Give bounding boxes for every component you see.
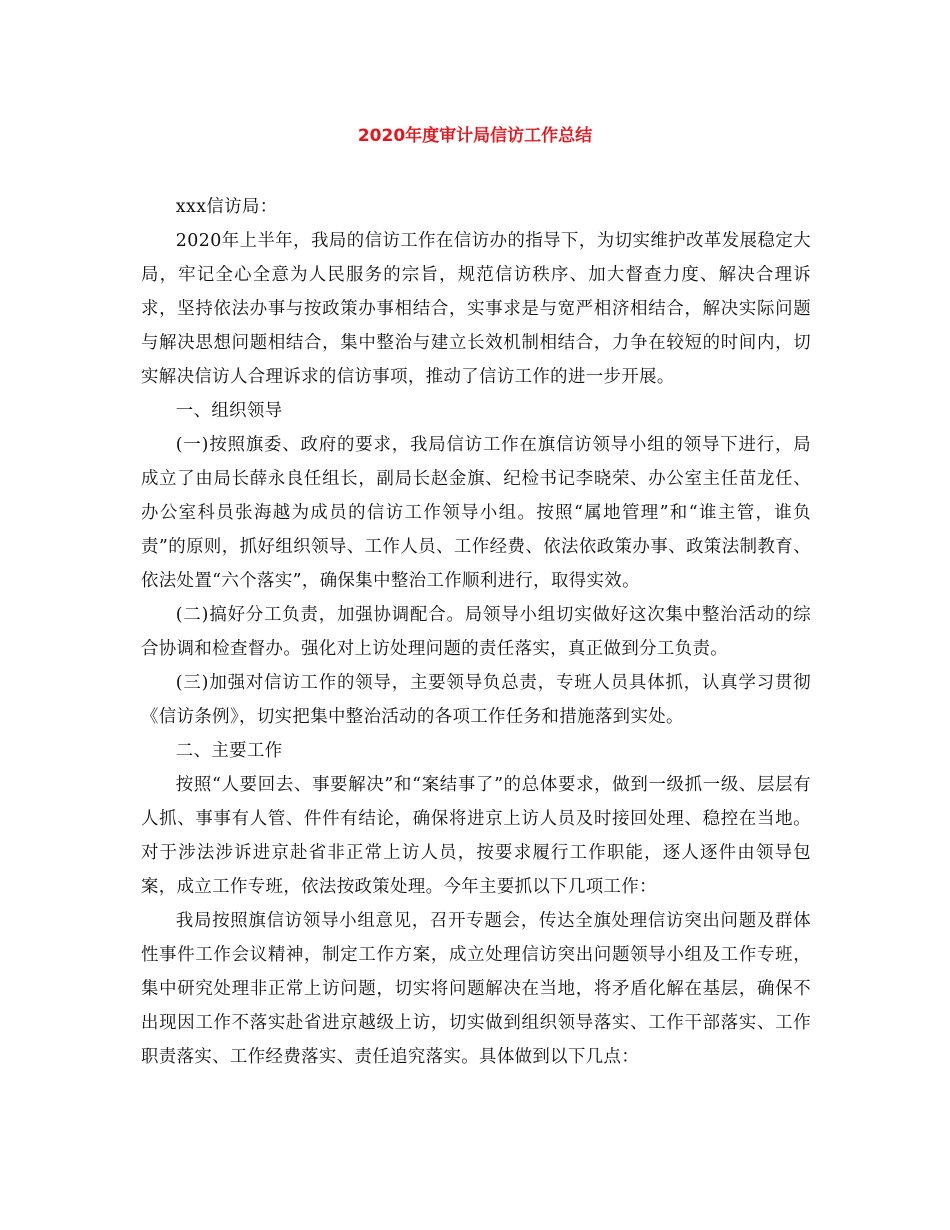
intro-paragraph: 2020年上半年，我局的信访工作在信访办的指导下，为切实维护改革发展稳定大局，牢记全心全意为人民服务的宗旨，规范信访秩序、加大督查力度、解决合理诉求，坚持依法办事与按政策办事相结合，实事求是与宽严相济相结合，解决实际问题与解决思想问题相结合，集中整治与建立长效机制相结合，力争在较短的时间内，切实解决信访人合理诉求的信访事项，推动了信访工作的进一步开展。 — [141, 231, 811, 387]
document-title: 2020年度审计局信访工作总结 — [357, 126, 593, 146]
paragraph-item-1: (一)按照旗委、政府的要求，我局信访工作在旗信访领导小组的领导下进行，局成立了由局长薛永良任组长，副局长赵金旗、纪检书记李晓荣、办公室主任苗龙任、办公室科员张海越为成员的信访工作领导小组。按照“属地管理”和“谁主管，谁负责”的原则，抓好组织领导、工作人员、工作经费、依法依政策办事、政策法制教育、依法处置“六个落实”，确保集中整治工作顺利进行，取得实效。 — [141, 435, 811, 591]
section-heading-main-work: 二、主要工作 — [175, 741, 283, 761]
paragraph-main-work: 按照“人要回去、事要解决”和“案结事了”的总体要求，做到一级抓一级、层层有人抓、事事有人管、件件有结论，确保将进京上访人员及时接回处理、稳控在当地。对于涉法涉诉进京赴省非正常上访人员，按要求履行工作职能，逐人逐件由领导包案，成立工作专班，依法按政策处理。今年主要抓以下几项工作： — [141, 775, 811, 897]
salutation: xxx信访局： — [175, 197, 278, 217]
paragraph-measures: 我局按照旗信访领导小组意见，召开专题会，传达全旗处理信访突出问题及群体性事件工作会议精神，制定工作方案，成立处理信访突出问题领导小组及工作专班，集中研究处理非正常上访问题，切实将问题解决在当地，将矛盾化解在基层，确保不出现因工作不落实赴省进京越级上访，切实做到组织领导落实、工作干部落实、工作职责落实、工作经费落实、责任追究落实。具体做到以下几点： — [141, 911, 811, 1067]
section-heading-organization: 一、组织领导 — [175, 401, 283, 421]
paragraph-item-3: (三)加强对信访工作的领导，主要领导负总责，专班人员具体抓，认真学习贯彻《信访条例》，切实把集中整治活动的各项工作任务和措施落到实处。 — [141, 673, 811, 727]
paragraph-item-2: (二)搞好分工负责，加强协调配合。局领导小组切实做好这次集中整治活动的综合协调和检查督办。强化对上访处理问题的责任落实，真正做到分工负责。 — [141, 605, 811, 659]
document-body — [141, 190, 811, 1074]
